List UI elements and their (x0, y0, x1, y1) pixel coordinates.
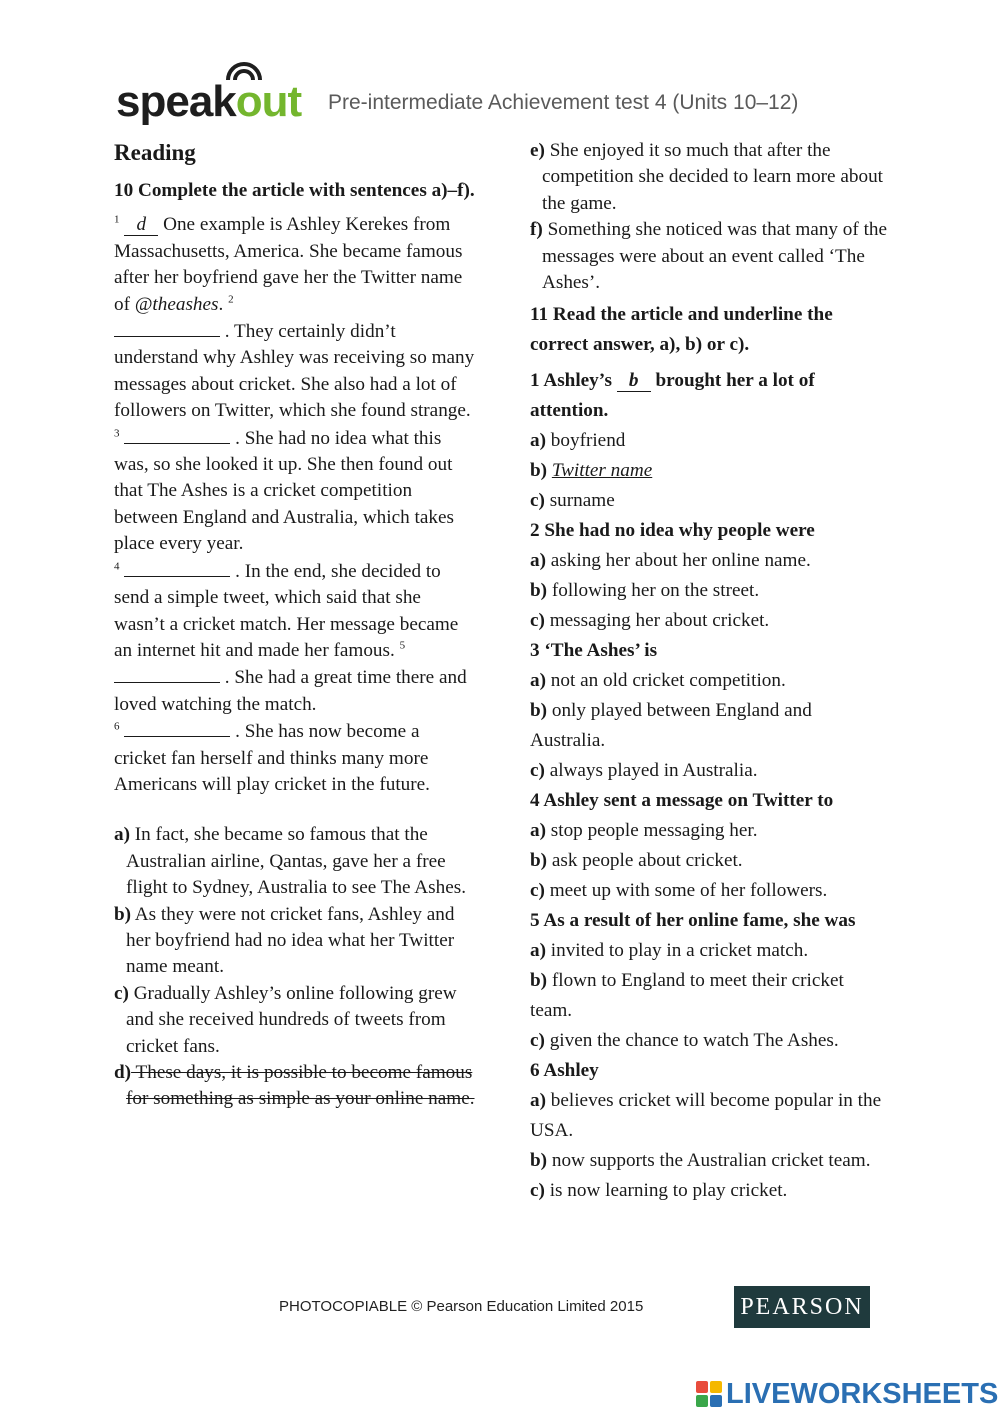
sentence-e (530, 138, 890, 217)
q3-option-b[interactable] (530, 696, 890, 756)
q4-option-a-letter: a) (530, 820, 546, 842)
sentence-b-text: As they were not cricket fans, Ashley and her boyfriend had no idea what her Twitter name meant. (126, 903, 455, 978)
sentence-d-letter: d) (114, 1062, 132, 1083)
question-5: 5 As a result of her online fame, she was (530, 910, 856, 932)
question-1-answer[interactable]: b (617, 371, 651, 392)
q2-option-c-letter: c) (530, 610, 545, 632)
question-1-post: brought her a lot of attention. (530, 370, 815, 422)
article-segment-2: . They certainly didn’t understand why Ashley was receiving so many messages about cricket. She also had a lot of followers on Twitter, which she found strange. (114, 321, 475, 422)
q5-option-a-text: invited to play in a cricket match. (545, 940, 809, 962)
sentence-f-letter: f) (530, 219, 543, 241)
q2-option-b-letter: b) (530, 580, 548, 602)
q5-option-c-letter: c) (530, 1030, 545, 1052)
q2-option-b[interactable] (530, 576, 890, 606)
q2-option-c-text: messaging her about cricket. (544, 610, 770, 632)
twitter-handle: @theashes (134, 293, 219, 315)
gap-4-input[interactable] (124, 558, 230, 577)
sentence-e-text: She enjoyed it so much that after the competition she decided to learn more about the game. (542, 140, 883, 214)
question-2: 2 She had no idea why people were (530, 520, 815, 542)
q6-option-b-letter: b) (530, 1150, 548, 1172)
q1-option-a-letter: a) (530, 430, 546, 452)
logo-out: out (235, 77, 302, 126)
liveworksheets-icon (696, 1381, 722, 1407)
q1-option-b-letter: b) (530, 460, 548, 482)
q3-option-b-text: only played between England and Australia. (530, 700, 812, 752)
q6-option-c-letter: c) (530, 1180, 545, 1202)
left-column (114, 138, 476, 1113)
gap-number-4: 4 (114, 560, 120, 573)
q1-option-c-text: surname (544, 490, 615, 512)
q2-option-a[interactable] (530, 546, 890, 576)
sentence-b (114, 902, 476, 981)
q4-option-a[interactable] (530, 816, 890, 846)
q4-option-c-text: meet up with some of her followers. (544, 880, 828, 902)
liveworksheets-text: LIVEWORKSHEETS (726, 1377, 999, 1410)
page-subtitle: Pre-intermediate Achievement test 4 (Units 10–12) (328, 91, 799, 114)
q1-option-a[interactable] (530, 426, 890, 456)
article-segment-6: . She has now become a cricket fan herself and thinks many more Americans will play cricket in the future. (114, 721, 430, 795)
gap-number-3: 3 (114, 427, 120, 440)
question-1-pre: 1 Ashley’s (530, 370, 617, 392)
sentence-c-text: Gradually Ashley’s online following grew and she received hundreds of tweets from cricket fans. (126, 982, 457, 1057)
q6-option-a-letter: a) (530, 1090, 546, 1112)
q6-option-a[interactable] (530, 1086, 890, 1146)
q4-option-a-text: stop people messaging her. (545, 820, 758, 842)
q4-option-b[interactable] (530, 846, 890, 876)
article-segment-1b: . (218, 293, 229, 315)
sentence-options (114, 822, 476, 1112)
sentence-c (114, 981, 476, 1060)
sentence-f-text: Something she noticed was that many of the messages were about an event called ‘The Ashes’. (542, 219, 888, 294)
q1-option-b[interactable] (530, 456, 890, 486)
q2-option-c[interactable] (530, 606, 890, 636)
right-column (530, 138, 890, 1206)
header (116, 62, 876, 124)
gap-6-input[interactable] (124, 718, 230, 737)
article (114, 212, 476, 798)
q6-option-b[interactable] (530, 1146, 890, 1176)
question-4: 4 Ashley sent a message on Twitter to (530, 790, 834, 812)
gap-3-input[interactable] (124, 425, 230, 444)
sentence-d (114, 1060, 476, 1113)
sentence-b-letter: b) (114, 903, 132, 925)
sentence-a-letter: a) (114, 824, 130, 846)
q3-option-b-letter: b) (530, 700, 548, 722)
q5-option-a[interactable] (530, 936, 890, 966)
q5-option-b[interactable] (530, 966, 890, 1026)
liveworksheets-logo (696, 1376, 998, 1412)
logo-speak: speak (116, 77, 236, 126)
q5-option-c-text: given the chance to watch The Ashes. (544, 1030, 839, 1052)
q4-option-c-letter: c) (530, 880, 545, 902)
sentence-d-text: These days, it is possible to become famous for something as simple as your online name. (126, 1062, 475, 1110)
gap-5-input[interactable] (114, 664, 220, 683)
q6-option-c-text: is now learning to play cricket. (544, 1180, 788, 1202)
section-heading: Reading (114, 140, 196, 165)
sentence-a (114, 822, 476, 901)
sentence-e-letter: e) (530, 140, 545, 161)
q4-option-c[interactable] (530, 876, 890, 906)
question-1 (530, 366, 890, 426)
sentence-a-text: In fact, she became so famous that the Australian airline, Qantas, gave her a free flight to Sydney, Australia to see The Ashes. (126, 824, 467, 899)
article-text (114, 212, 476, 798)
speakout-logo (116, 77, 302, 126)
sentence-options-continued (530, 138, 890, 296)
gap-number-1: 1 (114, 214, 120, 227)
article-segment-1: One example is Ashley Kerekes from Massachusetts, America. She became famous after her boyfriend gave her the Twitter name of (114, 214, 463, 315)
q6-option-a-text: believes cricket will become popular in the USA. (530, 1090, 882, 1142)
gap-number-2: 2 (228, 293, 234, 306)
q2-option-b-text: following her on the street. (547, 580, 760, 602)
q1-option-c[interactable] (530, 486, 890, 516)
gap-1-answer[interactable]: d (124, 215, 158, 236)
question-6: 6 Ashley (530, 1060, 599, 1082)
sentence-f (530, 217, 890, 296)
question-3: 3 ‘The Ashes’ is (530, 640, 658, 662)
q4-option-b-letter: b) (530, 850, 548, 872)
q1-option-b-text: Twitter name (551, 460, 653, 482)
q5-option-b-letter: b) (530, 970, 548, 992)
article-segment-3: . She had no idea what this was, so she looked it up. She then found out that The Ashes is a cricket competition between England and Australia, which takes place every year. (114, 427, 454, 555)
gap-2-input[interactable] (114, 318, 220, 337)
task-11-instruction: 11 Read the article and underline the correct answer, a), b) or c). (530, 304, 833, 356)
copyright-notice: PHOTOCOPIABLE © Pearson Education Limited 2015 (279, 1298, 644, 1315)
q5-option-c[interactable] (530, 1026, 890, 1056)
q5-option-b-text: flown to England to meet their cricket team. (530, 970, 844, 1022)
q4-option-b-text: ask people about cricket. (547, 850, 743, 872)
q3-option-c-text: always played in Australia. (544, 760, 758, 782)
q2-option-a-letter: a) (530, 550, 546, 572)
q3-option-a-text: not an old cricket competition. (545, 670, 786, 692)
sentence-c-letter: c) (114, 982, 129, 1004)
q3-option-a[interactable] (530, 666, 890, 696)
article-segment-4: . In the end, she decided to send a simple tweet, which said that she wasn’t a cricket match. Her message became an internet hit and made her famous. (114, 560, 459, 661)
q6-option-b-text: now supports the Australian cricket team. (547, 1150, 871, 1172)
q1-option-a-text: boyfriend (545, 430, 626, 452)
gap-number-6: 6 (114, 720, 120, 733)
q5-option-a-letter: a) (530, 940, 546, 962)
q3-option-a-letter: a) (530, 670, 546, 692)
q1-option-c-letter: c) (530, 490, 545, 512)
task-10-instruction: 10 Complete the article with sentences a)–f). (114, 180, 475, 201)
pearson-logo: PEARSON (734, 1286, 870, 1328)
q2-option-a-text: asking her about her online name. (545, 550, 811, 572)
q3-option-c[interactable] (530, 756, 890, 786)
q3-option-c-letter: c) (530, 760, 545, 782)
article-segment-5: . She had a great time there and loved watching the match. (114, 667, 467, 715)
gap-number-5: 5 (399, 639, 406, 652)
q6-option-c[interactable] (530, 1176, 890, 1206)
